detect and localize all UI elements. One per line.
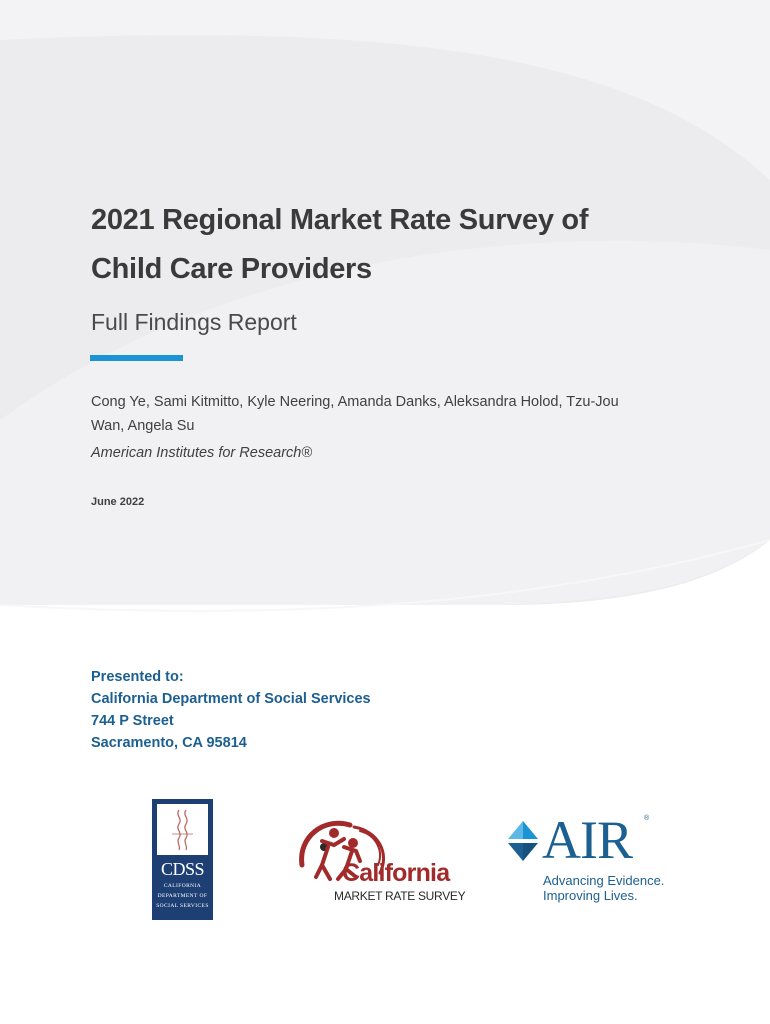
air-logo-registered: ®	[644, 815, 650, 822]
accent-rule	[90, 355, 183, 361]
title-line-1: 2021 Regional Market Rate Survey of	[91, 204, 589, 236]
air-logo	[506, 811, 686, 911]
cdss-logo-name: CDSS	[160, 859, 205, 879]
authors-line-2: Wan, Angela Su	[91, 418, 195, 434]
recipient-name: California Department of Social Services	[91, 691, 371, 707]
recipient-city: Sacramento, CA 95814	[91, 735, 247, 751]
air-diamond-icon	[506, 819, 540, 863]
authors	[91, 390, 691, 438]
recipient-street: 744 P Street	[91, 713, 174, 729]
authors-line-1: Cong Ye, Sami Kitmitto, Kyle Neering, Amanda Danks, Aleksandra Holod, Tzu-Jou	[91, 394, 619, 410]
publication-date: June 2022	[91, 496, 145, 508]
mrs-logo-subtitle: MARKET RATE SURVEY	[334, 889, 466, 903]
cdss-logo-emblem	[157, 804, 208, 855]
air-logo-tagline	[543, 873, 664, 903]
cdss-logo-line-1: CALIFORNIA	[163, 883, 202, 889]
air-logo-word: AIR	[542, 810, 632, 870]
cdss-logo-line-3: SOCIAL SERVICES	[156, 903, 209, 909]
presented-heading: Presented to:	[91, 669, 184, 685]
cdss-logo	[152, 799, 213, 920]
report-title	[91, 196, 711, 294]
mrs-logo-word: California	[342, 859, 450, 887]
title-line-2: Child Care Providers	[91, 253, 372, 285]
air-tagline-line-2: Improving Lives.	[543, 888, 638, 903]
report-subtitle: Full Findings Report	[91, 309, 297, 335]
air-tagline-line-1: Advancing Evidence.	[543, 873, 665, 888]
presented-to-block	[91, 666, 371, 754]
cdss-logo-line-2: DEPARTMENT OF	[157, 893, 208, 899]
california-mrs-logo	[298, 817, 466, 909]
organization: American Institutes for Research®	[91, 445, 313, 461]
